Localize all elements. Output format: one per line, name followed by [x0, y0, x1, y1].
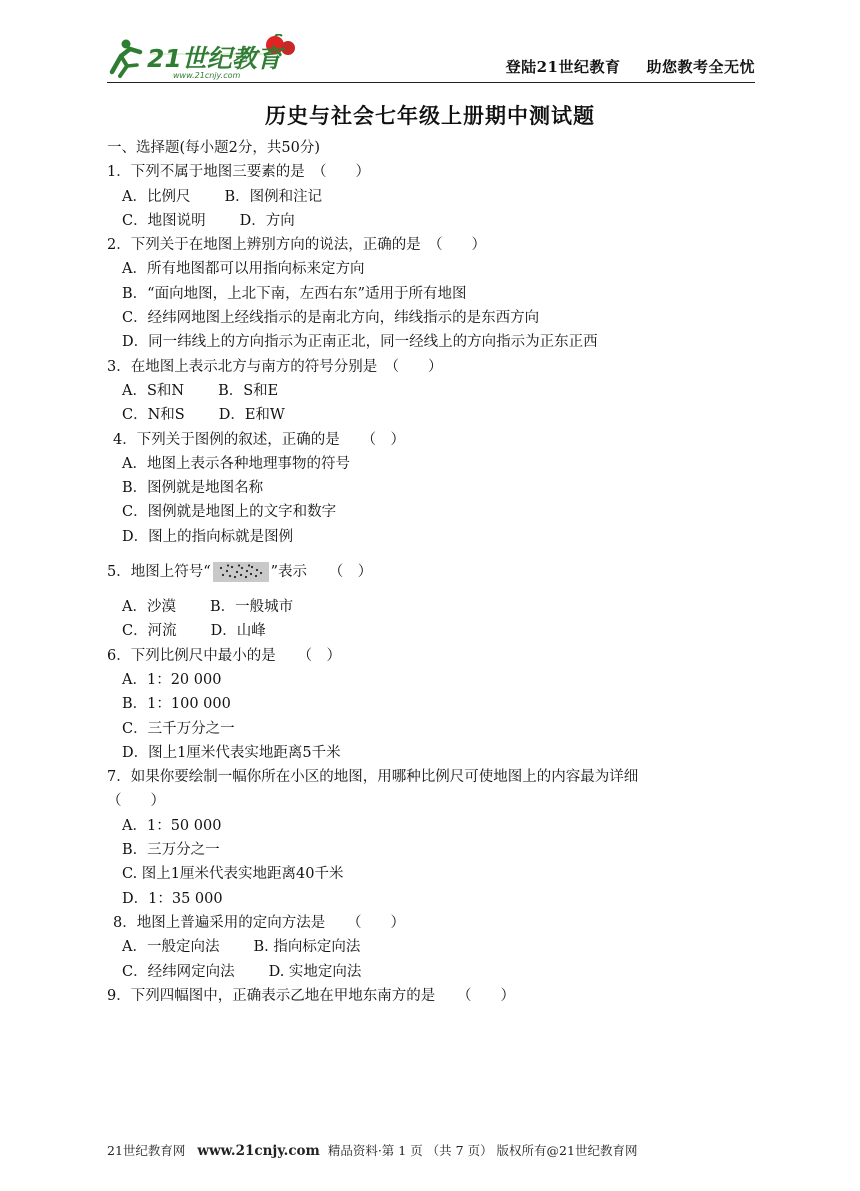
footer-site-name: 21世纪教育网 — [107, 1143, 186, 1158]
q5-options-ab — [107, 595, 759, 619]
svg-text:21世纪教育: 21世纪教育 — [147, 44, 282, 73]
q3-option-c: C．N和S — [122, 407, 185, 424]
q3-option-b: B．S和E — [218, 382, 279, 399]
site-logo — [107, 34, 307, 80]
svg-text:www.21cnjy.com: www.21cnjy.com — [173, 71, 241, 80]
q7-option-c: C. 图上1厘米代表实地距离40千米 — [122, 866, 344, 883]
q3-option-a: A．S和N — [122, 382, 185, 399]
exam-content — [107, 136, 759, 1008]
q6-option-c: C．三千万分之一 — [122, 720, 235, 737]
desert-dots-icon — [213, 562, 269, 582]
q2-stem: 2．下列关于在地图上辨别方向的说法，正确的是 （ ） — [107, 237, 486, 254]
q8-option-b: B. 指向标定向法 — [253, 939, 361, 956]
q6-option-d: D．图上1厘米代表实地距离5千米 — [122, 744, 341, 761]
q1-option-c: C．地图说明 — [122, 212, 206, 229]
q3-options-ab — [107, 379, 759, 403]
q4-option-a: A．地图上表示各种地理事物的符号 — [122, 455, 350, 472]
q7-option-a: A．1：50 000 — [122, 817, 222, 834]
q8-option-c: C．经纬网定向法 — [122, 963, 235, 980]
q7-stem: 7．如果你要绘制一幅你所在小区的地图，用哪种比例尺可使地图上的内容最为详细 — [107, 769, 639, 786]
footer-url: www.21cnjy.com — [197, 1143, 320, 1159]
q9-stem: 9．下列四幅图中，正确表示乙地在甲地东南方的是 （ ） — [107, 987, 515, 1004]
header-slogans — [506, 56, 755, 77]
q3-options-cd — [107, 403, 759, 427]
slogan-login: 登陆21世纪教育 — [505, 58, 621, 76]
q1-option-b: B．图例和注记 — [224, 188, 323, 205]
logo-graphic — [107, 34, 307, 80]
q1-option-d: D．方向 — [239, 212, 295, 229]
q5-stem-start: 5．地图上符号“ — [107, 564, 211, 581]
q8-option-a: A．一般定向法 — [122, 939, 220, 956]
q4-stem: 4．下列关于图例的叙述，正确的是 （ ） — [113, 431, 405, 448]
q3-option-d: D．E和W — [218, 407, 285, 424]
slogan-help: 助您教考全无忧 — [646, 58, 755, 76]
q1-options-ab — [107, 185, 759, 209]
q7-answer-bracket: （ ） — [107, 793, 165, 810]
q5-option-d: D．山峰 — [210, 623, 266, 640]
q2-option-d: D．同一纬线上的方向指示为正南正北，同一经线上的方向指示为正东正西 — [122, 334, 598, 351]
q1-stem: 1．下列不属于地图三要素的是 （ ） — [107, 164, 370, 181]
q4-option-d: D．图上的指向标就是图例 — [122, 528, 294, 545]
q5-stem — [107, 549, 759, 595]
q5-option-b: B．一般城市 — [209, 599, 294, 616]
q6-option-a: A．1：20 000 — [122, 671, 222, 688]
q4-option-c: C．图例就是地图上的文字和数字 — [122, 504, 337, 521]
q3-stem: 3．在地图上表示北方与南方的符号分别是 （ ） — [107, 358, 443, 375]
q5-stem-end: ”表示 （ ） — [270, 564, 373, 581]
q8-options-ab — [107, 935, 759, 959]
q7-option-d: D．1：35 000 — [122, 890, 223, 907]
q8-options-cd — [107, 960, 759, 984]
q8-stem: 8．地图上普遍采用的定向方法是 （ ） — [113, 914, 405, 931]
q5-options-cd — [107, 619, 759, 643]
q2-option-a: A．所有地图都可以用指向标来定方向 — [122, 261, 365, 278]
section-heading: 一、选择题(每小题2分，共50分) — [107, 140, 320, 156]
footer-page-info: 精品资料·第 1 页 （共 7 页） 版权所有@21世纪教育网 — [327, 1143, 638, 1158]
q4-option-b: B．图例就是地图名称 — [122, 480, 264, 497]
q2-option-b: B．“面向地图，上北下南，左西右东”适用于所有地图 — [122, 285, 467, 302]
q1-option-a: A．比例尺 — [122, 188, 191, 205]
page-header — [107, 34, 755, 83]
q2-option-c: C．经纬网地图上经线指示的是南北方向，纬线指示的是东西方向 — [122, 310, 540, 327]
q1-options-cd — [107, 209, 759, 233]
page-footer — [107, 1141, 637, 1159]
q6-stem: 6．下列比例尺中最小的是 （ ） — [107, 647, 341, 664]
q7-option-b: B．三万分之一 — [122, 842, 220, 859]
q5-option-a: A．沙漠 — [122, 599, 176, 616]
q6-option-b: B．1：100 000 — [122, 696, 231, 713]
q5-option-c: C．河流 — [122, 623, 177, 640]
q8-option-d: D. 实地定向法 — [268, 963, 362, 980]
page-title: 历史与社会七年级上册期中测试题 — [265, 103, 595, 128]
